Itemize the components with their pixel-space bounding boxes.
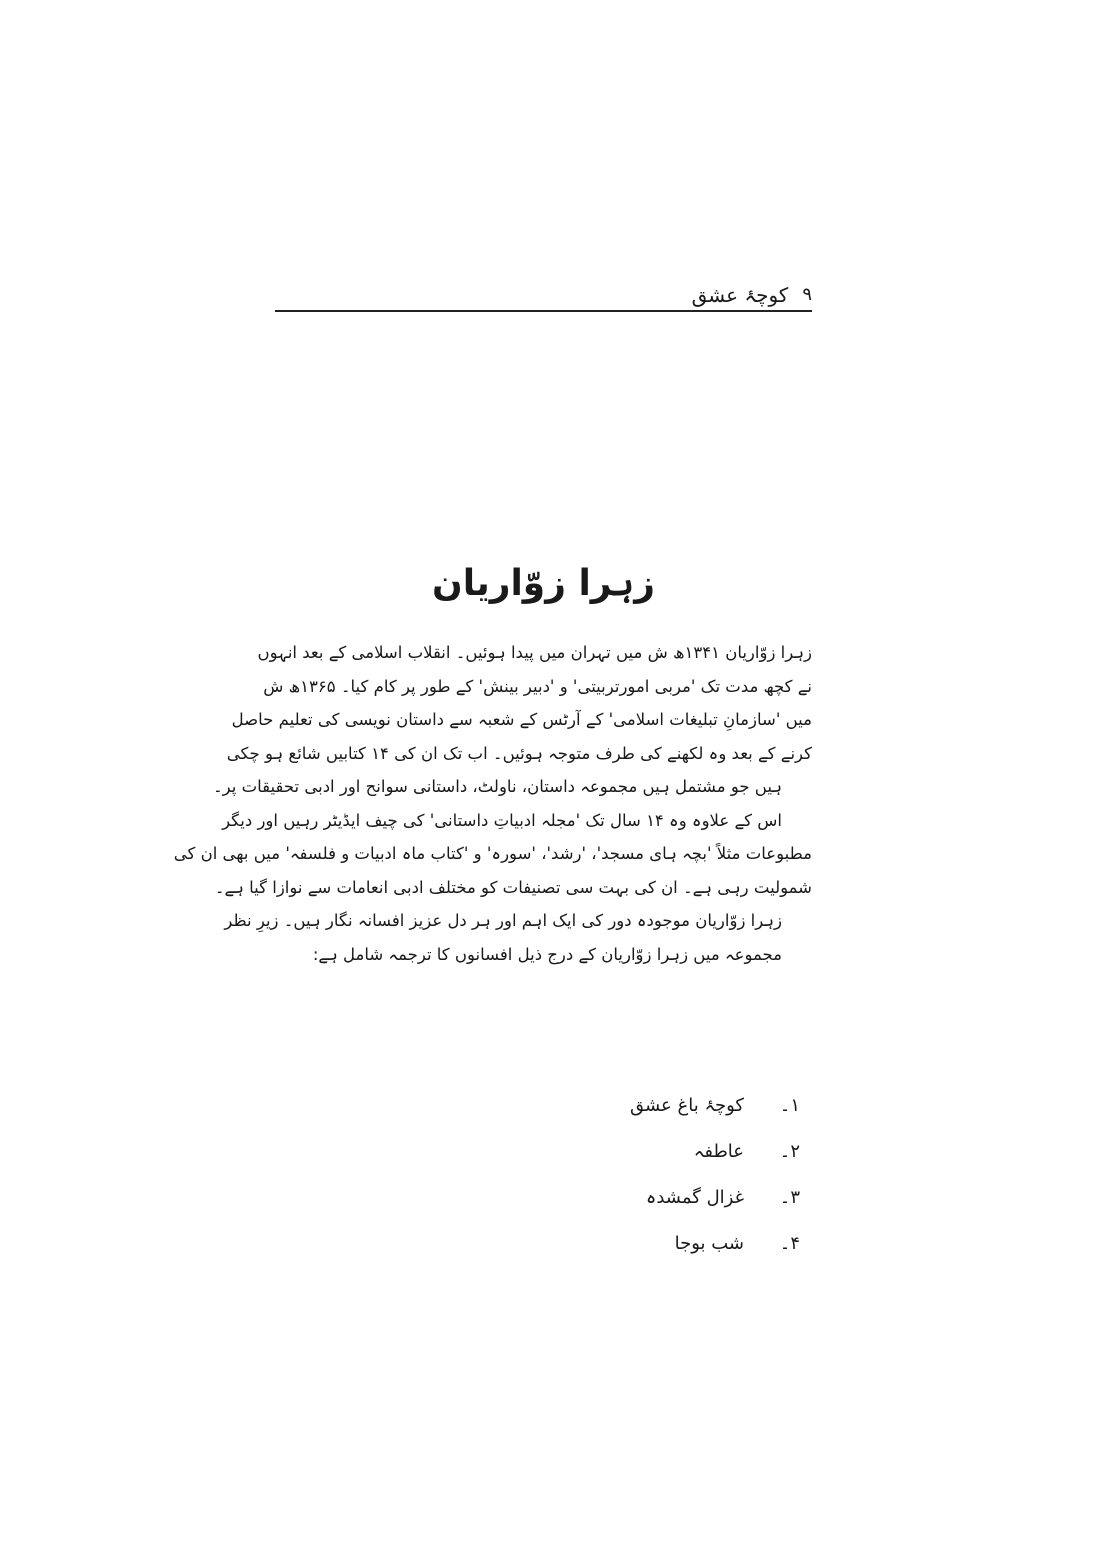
page-number: ۹ — [802, 284, 812, 305]
text-line: زہرا زوّاریان ۱۳۴۱ھ ش میں تہران میں پیدا ہوئیں۔ انقلاب اسلامی کے بعد انہوں — [257, 643, 812, 662]
list-item-number: ۲۔ — [779, 1140, 800, 1162]
header-rule — [275, 310, 812, 312]
list-item-number: ۳۔ — [779, 1186, 800, 1208]
list-item-title: شب بوجا — [674, 1232, 744, 1254]
paragraph-biography — [213, 636, 812, 804]
text-line: نے کچھ مدت تک 'مربی امورتربیتی' و 'دبیر بینش' کے طور پر کام کیا۔ ۱۳۶۵ھ ش — [263, 676, 812, 696]
story-list — [600, 1082, 800, 1266]
text-line: مطبوعات مثلاً 'بچہ ہای مسجد'، 'رشد'، 'سورہ' و 'کتاب ماہ ادبیات و فلسفہ' میں بھی ان کی — [173, 844, 812, 863]
text-line: اس کے علاوہ وہ ۱۴ سال تک 'مجلہ ادبیاتِ داستانی' کی چیف ایڈیٹر رہیں اور دیگر — [222, 810, 782, 830]
running-header — [275, 268, 812, 308]
list-item — [600, 1174, 800, 1220]
paragraph-collection — [224, 904, 812, 971]
list-item-number: ۴۔ — [779, 1232, 800, 1254]
list-item — [600, 1128, 800, 1174]
text-line: کرنے کے بعد وہ لکھنے کی طرف متوجہ ہوئیں۔ اب تک ان کی ۱۴ کتابیں شائع ہو چکی — [226, 743, 812, 763]
paragraph-editorial — [173, 804, 812, 905]
text-line: زہرا زوّاریان موجودہ دور کی ایک اہم اور ہر دل عزیز افسانہ نگار ہیں۔ زیرِ نظر — [224, 911, 782, 930]
list-item-title: عاطفہ — [693, 1140, 744, 1162]
chapter-title: زہرا زوّاریان — [431, 563, 655, 604]
body-text — [173, 636, 812, 971]
list-item — [600, 1082, 800, 1128]
text-line: ہیں جو مشتمل ہیں مجموعہ داستان، ناولٹ، داستانی سوانح اور ادبی تحقیقات پر۔ — [213, 777, 782, 796]
header-title: کوچۂ عشق — [691, 283, 789, 307]
list-item-number: ۱۔ — [779, 1094, 800, 1116]
text-line: شمولیت رہی ہے۔ ان کی بہت سی تصنیفات کو مختلف ادبی انعامات سے نوازا گیا ہے۔ — [214, 877, 812, 897]
text-line: میں 'سازمانِ تبلیغات اسلامی' کے آرٹس کے شعبہ سے داستان نویسی کی تعلیم حاصل — [231, 710, 812, 729]
text-line: مجموعہ میں زہرا زوّاریان کے درج ذیل افسانوں کا ترجمہ شامل ہے: — [312, 944, 782, 964]
list-item-title: کوچۂ باغ عشق — [629, 1094, 744, 1116]
list-item — [600, 1220, 800, 1266]
list-item-title: غزال گمشدہ — [645, 1186, 744, 1208]
